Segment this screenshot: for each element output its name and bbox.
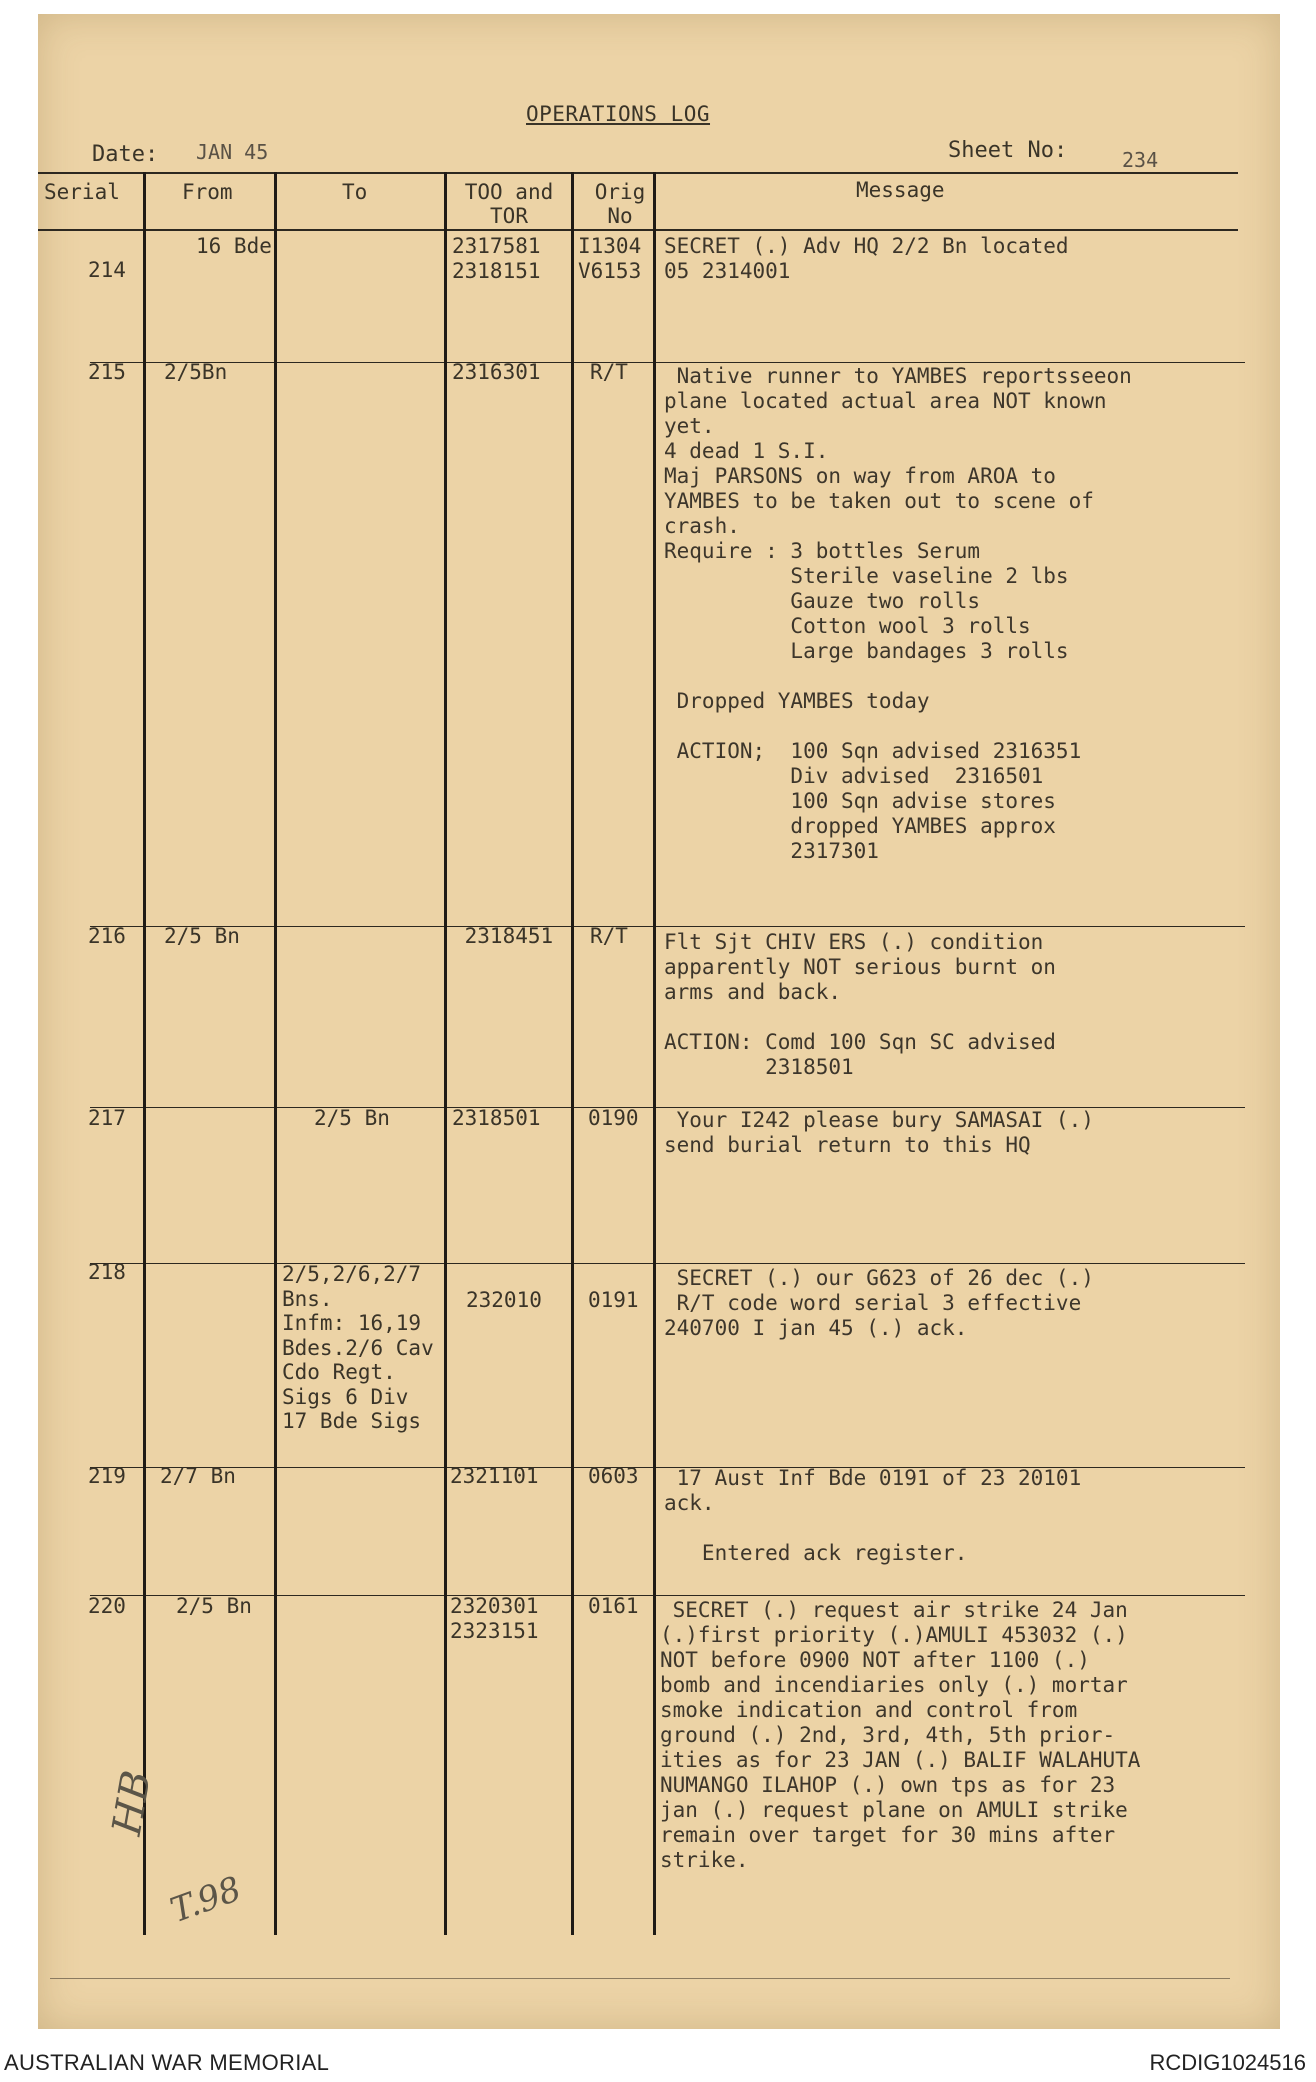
to-cell: 2/5 Bn [314,1106,390,1130]
header-serial: Serial [44,180,120,204]
too-tor-cell: 2318501 [452,1106,541,1130]
bottom-rule [50,1978,1230,1979]
header-bottom-rule [38,229,1238,231]
row-rule-216 [90,926,1245,927]
orig-cell: 0191 [588,1288,639,1312]
message-cell: 17 Aust Inf Bde 0191 of 23 20101 ack. Entered ack register. [664,1466,1082,1565]
sheet-value: 234 [1122,148,1159,172]
footer-archive-name: AUSTRALIAN WAR MEMORIAL [4,2050,330,2075]
message-cell: SECRET (.) request air strike 24 Jan (.)first priority (.)AMULI 453032 (.) NOT before 0900 NOT after 1100 (.) bomb and incendiaries only (.) mortar smoke indication and control from ground (.) 2nd, 3rd, 4th, 5th prior- ities as for 23 JAN (.) BALIF WALAHUTA NUMANGO ILAHOP (.) own tps as for 23 jan (.) request plane on AMULI strike remain over target for 30 mins after strike. [660,1598,1141,1872]
too-tor-cell: 2316301 [452,360,541,384]
orig-cell: 0190 [588,1106,639,1130]
date-value: JAN 45 [196,140,269,164]
page-title: OPERATIONS LOG [526,102,711,126]
orig-cell: 0603 [588,1464,639,1488]
serial-cell: 219 [88,1464,126,1488]
orig-cell: 0161 [588,1594,639,1618]
col-rule-too [571,172,574,1935]
header-to: To [342,180,368,204]
sheet-label: Sheet No: [948,138,1068,163]
serial-cell: 217 [88,1106,126,1130]
from-cell: 2/5 Bn [176,1594,252,1618]
orig-cell: I1304 V6153 [578,234,642,283]
serial-cell: 218 [88,1260,126,1284]
header-message: Message [856,178,945,202]
col-rule-to [444,172,447,1935]
orig-cell: R/T [590,360,628,384]
message-cell: Your I242 please bury SAMASAI (.) send burial return to this HQ [664,1108,1094,1157]
row-rule-220 [90,1595,1245,1596]
too-tor-cell: 232010 [466,1288,542,1312]
from-cell: 2/7 Bn [160,1464,236,1488]
to-cell: 2/5,2/6,2/7 Bns. Infm: 16,19 Bdes.2/6 Cav Cdo Regt. Sigs 6 Div 17 Bde Sigs [282,1262,434,1433]
too-tor-cell: 2317581 2318151 [452,234,541,283]
footer-record-id: RCDIG1024516 [1149,2050,1306,2075]
col-rule-orig [653,172,656,1935]
message-cell: SECRET (.) Adv HQ 2/2 Bn located 05 2314001 [664,234,1069,283]
message-cell: Native runner to YAMBES reportsseeon plane located actual area NOT known yet. 4 dead 1 S.I. Maj PARSONS on way from AROA to YAMBES to be taken out to scene of crash. Require : 3 bottles Serum Sterile vaseline 2 lbs Gauze two rolls Cotton wool 3 rolls Large bandages 3 rolls Dropped YAMBES today ACTION; 100 Sqn advised 2316351 Div advised 2316501 100 Sqn advise stores dropped YAMBES approx 2317301 [664,364,1132,863]
from-cell: 2/5 Bn [164,924,240,948]
header-top-rule [38,172,1238,174]
row-rule-215 [90,362,1245,363]
handwritten-initials-signature: T.98 [165,1868,247,1932]
orig-cell: R/T [590,924,628,948]
serial-cell: 215 [88,360,126,384]
col-rule-serial [143,172,146,1935]
too-tor-cell: 2321101 [450,1464,539,1488]
message-cell: SECRET (.) our G623 of 26 dec (.) R/T code word serial 3 effective 240700 I jan 45 (.) ack. [664,1266,1094,1340]
row-rule-218 [90,1263,1245,1264]
from-cell: 16 Bde [196,234,272,258]
col-rule-from [274,172,277,1935]
too-tor-cell: 2318451 [452,924,554,948]
handwritten-initials-hb: HB [103,1767,161,1839]
header-too-tor: TOO and TOR [464,180,554,228]
serial-cell: 220 [88,1594,126,1618]
serial-cell: 216 [88,924,126,948]
from-cell: 2/5Bn [164,360,228,384]
header-from: From [182,180,233,204]
header-orig-no: Orig No [594,180,646,228]
serial-cell: 214 [88,258,126,282]
too-tor-cell: 2320301 2323151 [450,1594,539,1643]
date-label: Date: [92,142,159,167]
message-cell: Flt Sjt CHIV ERS (.) condition apparently NOT serious burnt on arms and back. ACTION: Comd 100 Sqn SC advised 2318501 [664,930,1056,1079]
